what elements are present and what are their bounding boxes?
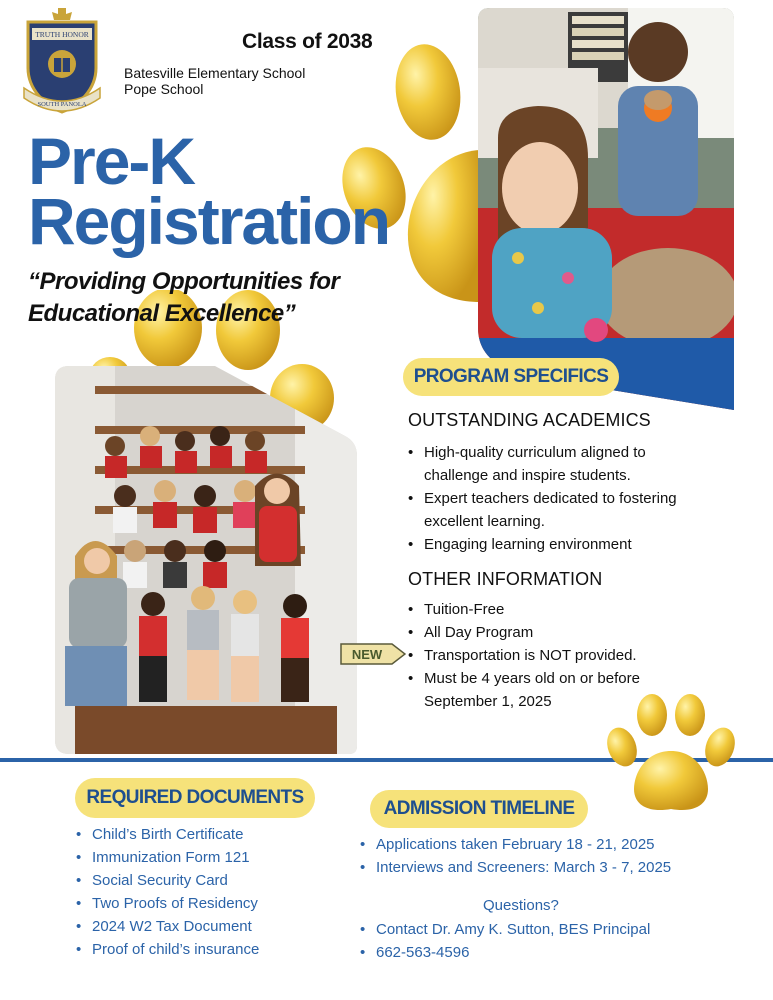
school-crest-logo <box>22 6 102 118</box>
admission-timeline-list <box>360 833 760 879</box>
page-title-line2: Registration <box>28 184 390 258</box>
children-sand-play-photo <box>478 8 734 410</box>
list-item: • Proof of child’s insurance <box>76 938 356 961</box>
list-item: • Engaging learning environment <box>408 533 708 556</box>
academics-heading: OUTSTANDING ACADEMICS <box>408 410 651 430</box>
list-item: • Two Proofs of Residency <box>76 892 356 915</box>
page-title-line1: Pre-K <box>28 124 195 198</box>
academics-list <box>408 441 708 556</box>
class-group-photo <box>55 366 357 754</box>
list-item: • Applications taken February 18 - 21, 2025 <box>360 833 760 856</box>
class-of-label: Class of 2038 <box>242 30 373 53</box>
contact-phone[interactable]: • 662-563-4596 <box>360 941 760 964</box>
svg-text:SOUTH PANOLA: SOUTH PANOLA <box>37 101 87 108</box>
list-item: • Expert teachers dedicated to fostering excellent learning. <box>408 487 708 533</box>
list-item: • All Day Program <box>408 621 708 644</box>
new-badge-label: NEW <box>351 647 383 662</box>
list-item: • Interviews and Screeners: March 3 - 7, 2025 <box>360 856 760 879</box>
list-item: • 2024 W2 Tax Document <box>76 915 356 938</box>
school-name-secondary: Pope School <box>124 81 204 97</box>
list-item: • Transportation is NOT provided. <box>408 644 708 667</box>
list-item: • High-quality curriculum aligned to challenge and inspire students. <box>408 441 708 487</box>
required-documents-pill: REQUIRED DOCUMENTS <box>75 778 315 818</box>
required-documents-list <box>76 823 356 961</box>
contact-list <box>360 918 760 964</box>
motto-line2: Educational Excellence” <box>28 300 296 327</box>
questions-label: Questions? <box>483 897 559 914</box>
list-item: • Child’s Birth Certificate <box>76 823 356 846</box>
paw-print-large-icon <box>330 40 480 310</box>
list-item: • Social Security Card <box>76 869 356 892</box>
other-info-heading: OTHER INFORMATION <box>408 569 603 589</box>
list-item: • Tuition-Free <box>408 598 708 621</box>
list-item: • Must be 4 years old on or before September 1, 2025 <box>408 667 708 713</box>
svg-text:TRUTH HONOR: TRUTH HONOR <box>35 30 89 39</box>
motto-line1: “Providing Opportunities for <box>28 268 340 295</box>
school-name-primary: Batesville Elementary School <box>124 65 306 81</box>
program-specifics-pill: PROGRAM SPECIFICS <box>403 358 619 396</box>
contact-name: • Contact Dr. Amy K. Sutton, BES Principal <box>360 918 760 941</box>
list-item: • Immunization Form 121 <box>76 846 356 869</box>
new-badge <box>340 643 406 665</box>
paw-print-small-icon <box>606 693 736 815</box>
admission-timeline-pill: ADMISSION TIMELINE <box>370 790 588 828</box>
